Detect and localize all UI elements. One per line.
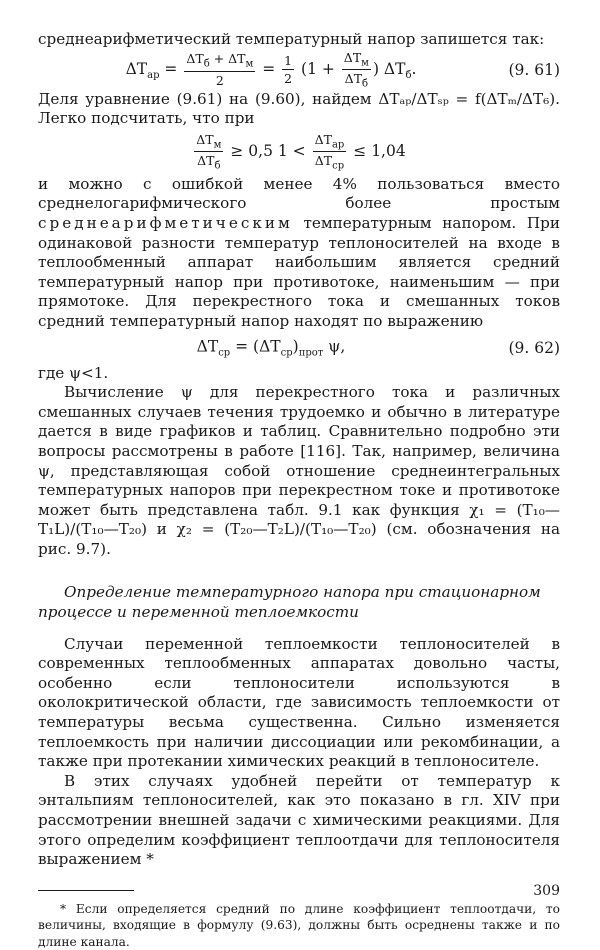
equation-body: $\Delta T_{ар}$ = $\frac{\Delta T_б + \Delta T_м}{2}$ = $\frac{1}{2}$ (1 + $\frac{\Delta T_м}{\Delta T_б}$ ) $\Delta T_б$. xyxy=(125,49,417,90)
paragraph: и можно с ошибкой менее 4% пользоваться вместо среднелогарифмического более простым среднеарифметическим температурным напором. При одинаковой разности температур теплоносителей на входе в теплообменный аппарат наибольшим является средний температурный напор при противотоке, наименьшим — при прямотоке. Для перекрестного тока и смешанных токов средний температурный напор находят по выражению xyxy=(38,174,560,330)
paragraph: Деля уравнение (9.61) на (9.60), найдем ΔTₐₚ/ΔTₛₚ = f(ΔTₘ/ΔT₆). Легко подсчитать, что при xyxy=(38,89,560,128)
footnote: * Если определяется средний по длине коэффициент теплоотдачи, то величины, входящие в формулу (9.63), должны быть осреднены также и по длине канала. xyxy=(38,901,560,949)
eq-lhs: ΔT xyxy=(125,59,148,78)
section-heading: Определение температурного напора при стационарном процессе и переменной теплоемкости xyxy=(38,583,541,622)
paragraph: где ψ<1. xyxy=(38,363,109,382)
condition-text: ≥ 0,5 1 < xyxy=(230,141,306,160)
equation-body: $\frac{\Delta T_м}{\Delta T_б}$ ≥ 0,5 1 < $\frac{\Delta T_{ар}}{\Delta T_{ср}}$ ≤ 1,04 xyxy=(196,131,406,172)
page-body xyxy=(38,30,560,950)
equation-9-61 xyxy=(38,50,560,90)
paragraph: Случаи переменной теплоемкости теплоносителей в современных теплообменных аппаратах довольно часты, особенно если теплоносители используются в околокритической области, где зависимость теплоемкости от температуры весьма существенна. Сильно изменяется теплоемкость при наличии диссоциации или рекомбинации, а также при протекании химических реакций в теплоносителе. xyxy=(38,634,560,771)
eq-lhs-sub: ар xyxy=(147,69,160,81)
equation-number: (9. 61) xyxy=(508,60,560,79)
paragraph: В этих случаях удобней перейти от температур к энтальпиям теплоносителей, как это показано в гл. XIV при рассмотрении внешней задачи с химическими реакциями. Для этого определим коэффициент теплоотдачи для теплоносителя выражением * xyxy=(38,771,560,869)
equation-body: $\Delta T_{ср} = (\Delta T_{ср})_{прот}$ ψ, xyxy=(196,336,346,359)
page-number: 309 xyxy=(533,883,560,899)
footnote-divider xyxy=(38,890,134,891)
equation-number: (9. 62) xyxy=(508,338,560,357)
paragraph: среднеарифметический температурный напор запишется так: xyxy=(38,30,545,48)
condition-end: ≤ 1,04 xyxy=(353,141,406,160)
equation-9-62 xyxy=(38,332,560,364)
paragraph: Вычисление ψ для перекрестного тока и различных смешанных случаев течения трудоемко и обычно в литературе дается в виде графиков и таблиц. Сравнительно подробно эти вопросы рассмотрены в работе [116]. Так, например, величина ψ, представляющая собой отношение среднеинтегральных температурных напоров при перекрестном токе и противотоке может быть представлена табл. 9.1 как функция χ₁ = (T₁₀—T₁L)/(T₁₀—T₂₀) и χ₂ = (T₂₀—T₂L)/(T₁₀—T₂₀) (см. обозначения на рис. 9.7). xyxy=(38,383,560,558)
condition-equation xyxy=(38,129,560,175)
